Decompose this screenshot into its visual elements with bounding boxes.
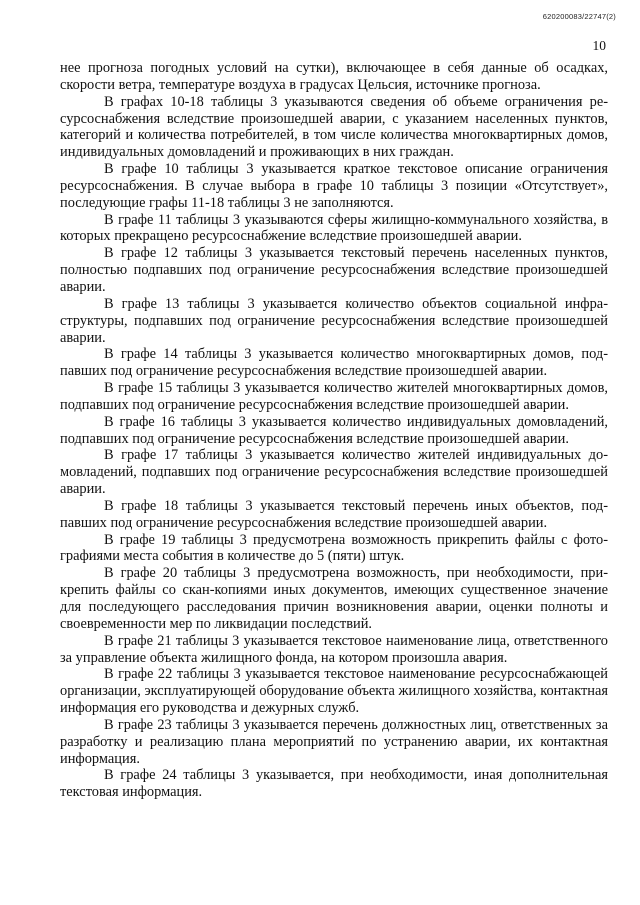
document-id: 620200083/22747(2): [542, 12, 616, 21]
paragraph: В графе 10 таблицы 3 указывается краткое текстовое описание ограничения ресурсоснабжения. В случае выбора в графе 10 таблицы 3 позиции «Отсутствует», последующие графы 11-18 таблицы 3 не заполняются.: [60, 161, 608, 211]
paragraph: В графе 23 таблицы 3 указывается перечень должностных лиц, ответственных за разработку и реализацию плана мероприятий по устранению аварии, их контактная информация.: [60, 716, 608, 767]
paragraph: В графе 21 таблицы 3 указывается текстовое наименование лица, ответственного за управление объекта жилищного фонда, на котором произошла авария.: [60, 632, 608, 666]
paragraph: В графе 12 таблицы 3 указывается текстовый перечень населенных пунктов, полностью подпавших под ограничение ресурсоснабжения вследствие произошедшей аварии.: [60, 245, 608, 295]
document-body: [60, 60, 608, 801]
paragraph: В графе 24 таблицы 3 указывается, при необходимости, иная дополнительная текстовая информация.: [60, 767, 608, 801]
page-number: 10: [592, 38, 606, 53]
paragraph: В графах 10-18 таблицы 3 указываются сведения об объеме ограничения ресурсоснабжения вследствие произошедшей аварии, с указанием населенных пунктов, категорий и количества потребителей, в том числе количества многоквартирных домов, индивидуальных домовладений и проживающих в них граждан.: [60, 93, 608, 161]
paragraph: В графе 13 таблицы 3 указывается количество объектов социальной инфраструктуры, подпавших под ограничение ресурсоснабжения вследствие произошедшей аварии.: [60, 295, 608, 346]
paragraph: В графе 20 таблицы 3 предусмотрена возможность, при необходимости, прикрепить файлы со скан-копиями иных документов, имеющих существенное значение для последующего расследования причин возникновения аварии, оценки полноты и своевременности мер по ликвидации последствий.: [60, 565, 608, 632]
paragraph: В графе 15 таблицы 3 указывается количество жителей многоквартирных домов, подпавших под ограничение ресурсоснабжения вследствие произошедшей аварии.: [60, 380, 608, 413]
paragraph: В графе 11 таблицы 3 указываются сферы жилищно-коммунального хозяйства, в которых прекращено ресурсоснабжение вследствие произошедшей аварии.: [60, 211, 608, 245]
paragraph: В графе 19 таблицы 3 предусмотрена возможность прикрепить файлы с фотографиями места события в количестве до 5 (пяти) штук.: [60, 531, 608, 565]
paragraph: В графе 22 таблицы 3 указывается текстовое наименование ресурсоснабжающей организации, эксплуатирующей оборудование объекта жилищного хозяйства, контактная информация его руководства и дежурных служб.: [60, 666, 608, 717]
paragraph: В графе 18 таблицы 3 указывается текстовый перечень иных объектов, подпавших под ограничение ресурсоснабжения вследствие произошедшей аварии.: [60, 497, 608, 531]
paragraph: В графе 14 таблицы 3 указывается количество многоквартирных домов, подпавших под ограничение ресурсоснабжения вследствие произошедшей аварии.: [60, 346, 608, 380]
paragraph: В графе 17 таблицы 3 указывается количество жителей индивидуальных домовладений, подпавших под ограничение ресурсоснабжения вследствие произошедшей аварии.: [60, 447, 608, 498]
paragraph: В графе 16 таблицы 3 указывается количество индивидуальных домовладений, подпавших под ограничение ресурсоснабжения вследствие произошедшей аварии.: [60, 413, 608, 447]
paragraph-continuation: нее прогноза погодных условий на сутки), включающее в себя данные об осадках, скорости ветра, температуре воздуха в градусах Цельсия, источнике прогноза.: [60, 60, 608, 93]
